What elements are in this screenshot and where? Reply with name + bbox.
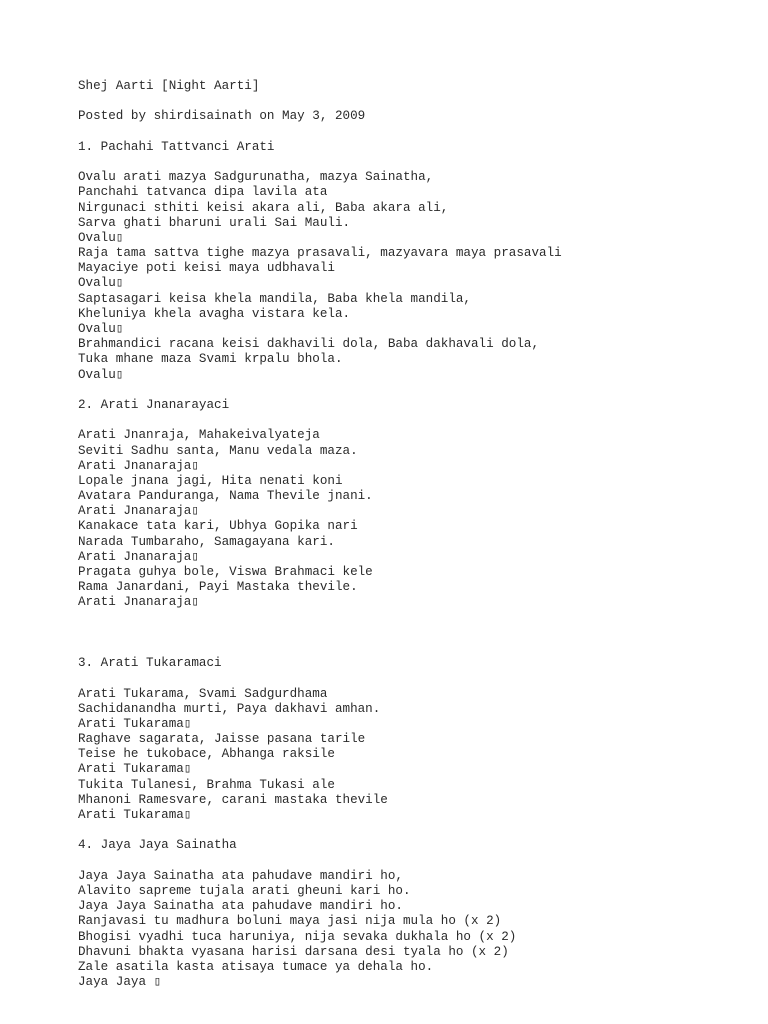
section-heading: 3. Arati Tukaramaci bbox=[78, 656, 222, 671]
verse-line: Raja tama sattva tighe mazya prasavali, mazyavara maya prasavali bbox=[78, 246, 562, 261]
section-arati-tukaramaci bbox=[78, 656, 758, 823]
verse-line: Jaya Jaya Sainatha ata pahudave mandiri ho. bbox=[78, 899, 403, 914]
verse-line: Jaya Jaya Sainatha ata pahudave mandiri ho, bbox=[78, 868, 403, 883]
verse-line: Arati Tukarama▯ bbox=[78, 762, 192, 777]
section-heading: 1. Pachahi Tattvanci Arati bbox=[78, 139, 275, 154]
verse-line: Mhanoni Ramesvare, carani mastaka thevile bbox=[78, 792, 388, 807]
verse-line: Jaya Jaya ▯ bbox=[78, 975, 162, 990]
verse-line: Ranjavasi tu madhura boluni maya jasi nija mula ho (x 2) bbox=[78, 914, 502, 929]
verse-line: Lopale jnana jagi, Hita nenati koni bbox=[78, 473, 343, 488]
verse-line: Dhavuni bhakta vyasana harisi darsana desi tyala ho (x 2) bbox=[78, 944, 509, 959]
verse-line: Zale asatila kasta atisaya tumace ya dehala ho. bbox=[78, 959, 434, 974]
verse-line: Pragata guhya bole, Viswa Brahmaci kele bbox=[78, 565, 373, 579]
verse-line: Nirgunaci sthiti keisi akara ali, Baba akara ali, bbox=[78, 200, 449, 215]
section-heading: 4. Jaya Jaya Sainatha bbox=[78, 838, 237, 853]
verse-line: Raghave sagarata, Jaisse pasana tarile bbox=[78, 732, 366, 747]
verse-line: Sachidanandha murti, Paya dakhavi amhan. bbox=[78, 701, 381, 716]
verse-line: Brahmandici racana keisi dakhavili dola, Baba dakhavali dola, bbox=[78, 337, 540, 352]
verse-line: Ovalu▯ bbox=[78, 367, 124, 382]
verse-line: Saptasagari keisa khela mandila, Baba khela mandila, bbox=[78, 291, 471, 306]
verse-line: Panchahi tatvanca dipa lavila ata bbox=[78, 185, 328, 200]
verse-line: Arati Jnanaraja▯ bbox=[78, 458, 199, 473]
verse-line: Arati Tukarama▯ bbox=[78, 716, 192, 731]
verse-line: Arati Jnanaraja▯ bbox=[78, 504, 199, 519]
verse-line: Ovalu arati mazya Sadgurunatha, mazya Sainatha, bbox=[78, 170, 434, 185]
verse-line: Arati Jnanaraja▯ bbox=[78, 549, 199, 564]
verse-line: Sarva ghati bharuni urali Sai Mauli. bbox=[78, 215, 351, 230]
verse-line: Arati Tukarama, Svami Sadgurdhama bbox=[78, 686, 328, 701]
verse-line: Tukita Tulanesi, Brahma Tukasi ale bbox=[78, 777, 335, 792]
verse-line: Arati Jnanaraja▯ bbox=[78, 595, 199, 610]
verse-line: Teise he tukobace, Abhanga raksile bbox=[78, 747, 335, 762]
verse-line: Ovalu▯ bbox=[78, 230, 124, 245]
verse-line: Kheluniya khela avagha vistara kela. bbox=[78, 306, 351, 321]
verse-line: Arati Jnanraja, Mahakeivalyateja bbox=[78, 428, 320, 443]
section-heading: 2. Arati Jnanarayaci bbox=[78, 397, 230, 412]
verse-line: Bhogisi vyadhi tuca haruniya, nija sevaka dukhala ho (x 2) bbox=[78, 929, 517, 944]
verse-line: Ovalu▯ bbox=[78, 276, 124, 291]
verse-line: Seviti Sadhu santa, Manu vedala maza. bbox=[78, 443, 358, 458]
post-byline: Posted by shirdisainath on May 3, 2009 bbox=[78, 109, 366, 124]
section-arati-jnanarayaci bbox=[78, 398, 758, 611]
verse-line: Alavito sapreme tujala arati gheuni kari ho. bbox=[78, 883, 411, 898]
verse-line: Rama Janardani, Payi Mastaka thevile. bbox=[78, 580, 358, 595]
verse-line: Avatara Panduranga, Nama Thevile jnani. bbox=[78, 489, 373, 504]
document-page bbox=[78, 79, 758, 990]
verse-line: Arati Tukarama▯ bbox=[78, 808, 192, 823]
verse-line: Kanakace tata kari, Ubhya Gopika nari bbox=[78, 519, 358, 534]
section-pachahi-tattvanci-arati bbox=[78, 140, 758, 383]
verse-line: Tuka mhane maza Svami krpalu bhola. bbox=[78, 352, 343, 367]
verse-line: Narada Tumbaraho, Samagayana kari. bbox=[78, 534, 335, 549]
verse-line: Mayaciye poti keisi maya udbhavali bbox=[78, 261, 335, 276]
document-title: Shej Aarti [Night Aarti] bbox=[78, 79, 260, 93]
verse-line: Ovalu▯ bbox=[78, 322, 124, 336]
section-jaya-jaya-sainatha bbox=[78, 838, 758, 990]
